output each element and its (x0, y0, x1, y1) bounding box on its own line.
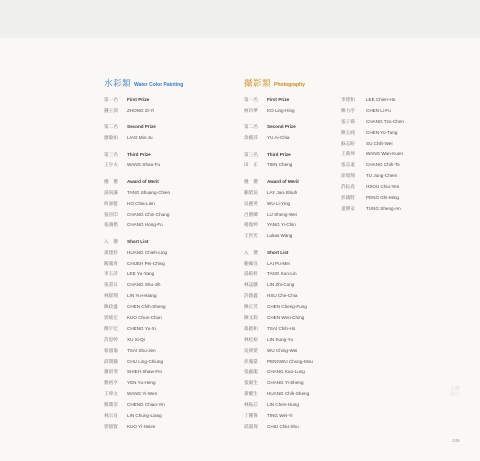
winner-name-en: TANG Kun-Lin (267, 271, 297, 277)
winner-name-en: LAY Jao-Shiuh (267, 189, 298, 195)
water-color-title-en: Water Color Painting (134, 82, 184, 88)
winner-row (104, 133, 170, 144)
winner-name-en: CHANG Hong-Fu (127, 222, 163, 228)
winner-name-en: CHU Ling-Chiung (127, 358, 164, 364)
prize-rank-zh: 優 選 (244, 178, 258, 184)
winner-name-zh: 陳力序 (341, 107, 355, 113)
winner-row (104, 389, 170, 400)
winner-name-en: HUANG Chih-Sheng (267, 391, 310, 397)
winner-row (244, 188, 313, 199)
winner-name-zh: 吳麗英 (244, 200, 258, 206)
winner-name-en: XU Si-Qi (127, 336, 145, 342)
winner-name-zh: 彭國將 (341, 195, 355, 201)
prize-rank-en: Second Prize (267, 124, 296, 130)
prize-row (104, 95, 170, 106)
winner-row (104, 346, 170, 357)
winner-name-en: TU Jung-Chern (366, 173, 398, 179)
winner-name-zh: 許耘堯 (341, 184, 355, 190)
winner-name-en: HSOU Chiu-Yen (366, 184, 400, 190)
prize-rank-zh: 第三名 (244, 151, 258, 157)
book-page (0, 38, 480, 461)
winner-name-zh: 廖敏如 (104, 135, 118, 141)
prize-rank-en: Award of Merit (267, 178, 299, 184)
winner-row (104, 357, 170, 368)
winner-name-en: TANG Shuang-Chien (127, 189, 171, 195)
winner-row (104, 220, 170, 231)
winner-row (244, 378, 313, 389)
winner-row (104, 188, 170, 199)
prize-row (244, 177, 313, 188)
winner-row (104, 280, 170, 291)
winner-name-en: KO Ling-Hing (267, 107, 295, 113)
photography-title-zh: 攝影類 (244, 78, 272, 88)
page-number: 249 (452, 438, 460, 443)
prize-rank-en: Second Prize (127, 124, 156, 130)
winner-row (244, 367, 313, 378)
winner-name-en: WANG Yi-Wen (127, 391, 158, 397)
winner-row (244, 210, 313, 221)
winner-name-zh: 張晉印 (104, 211, 118, 217)
prize-row (104, 177, 170, 188)
winner-row (244, 357, 313, 368)
winner-row (244, 259, 313, 270)
prize-rank-zh: 第二名 (244, 124, 258, 130)
winner-name-zh: 郭純宏 (104, 315, 118, 321)
winner-row (244, 220, 313, 231)
winner-row (104, 400, 170, 411)
winner-name-zh: 鄭宇宏 (104, 325, 118, 331)
winner-name-zh: 彭鳳棠 (244, 358, 258, 364)
winner-row (341, 204, 404, 215)
photography-heading (244, 73, 305, 88)
winner-name-en: CHENG Chiao-Yin (127, 402, 165, 408)
winner-name-zh: 柯玲夢 (244, 107, 258, 113)
prize-row (244, 248, 313, 259)
winner-name-en: SHIEH Shaw-Fei (127, 369, 162, 375)
prize-rank-en: First Prize (127, 97, 150, 102)
winner-name-zh: 張鴻楷 (104, 222, 118, 228)
prize-rank-zh: 入 選 (104, 238, 118, 244)
winner-row (104, 302, 170, 313)
winner-name-zh: 林振芯 (244, 402, 258, 408)
winner-name-zh: 蔡淑瑜 (104, 347, 118, 353)
winner-name-zh: 王瑋文 (104, 391, 118, 397)
watermark: 主辦 單位 (450, 386, 461, 398)
winner-name-zh: 賴昭瑄 (244, 189, 258, 195)
winner-name-zh: 許思婷 (104, 336, 118, 342)
winner-row (341, 117, 404, 128)
winner-row (244, 133, 313, 144)
winner-name-zh: 涂瑞翔 (341, 173, 355, 179)
winner-row (104, 324, 170, 335)
winner-name-zh: 余藝萍 (244, 135, 258, 141)
winner-row (244, 422, 313, 433)
winner-name-en: HSU Che-Chia (267, 293, 298, 299)
winner-row (341, 128, 404, 139)
winner-row (341, 182, 404, 193)
winner-name-en: TUNG Sheng-An (366, 205, 401, 211)
winner-name-zh: 李建和 (341, 97, 355, 102)
winner-row (104, 248, 170, 259)
winner-name-zh: 張龐龍 (244, 369, 258, 375)
winner-name-zh: 闕鳳青 (104, 260, 118, 266)
winner-name-en: SU Chih-Wei (366, 140, 393, 146)
winner-name-zh: 林松裕 (244, 336, 258, 342)
prize-rank-en: Third Prize (267, 151, 291, 157)
winner-name-en: HO Chia-Lien (127, 200, 155, 206)
prize-row (244, 122, 313, 133)
winner-row (244, 313, 313, 324)
winner-name-en: TING Wei-Yi (267, 413, 293, 419)
winner-row (244, 199, 313, 210)
winner-name-en: CHANG Chin-Chung (127, 211, 170, 217)
winner-row (104, 160, 170, 171)
winner-row (341, 106, 404, 117)
winner-name-zh: 王世光 (244, 233, 258, 239)
winner-name-en: CHIU Chiu-Shu (267, 423, 299, 429)
winner-name-en: LIN Chung-Liang (127, 413, 162, 419)
winner-row (244, 106, 313, 117)
winner-name-en: YU Ai-Chia (267, 135, 290, 141)
water-color-list (104, 95, 170, 433)
winner-row (341, 139, 404, 150)
winner-row (341, 95, 404, 106)
winner-name-en: CHANG Shu-Jih (127, 282, 161, 288)
winner-name-zh: 鍾子訓 (104, 107, 118, 113)
winner-row (104, 367, 170, 378)
winner-name-zh: 賴佩宣 (244, 260, 258, 266)
photography-title-en: Photography (274, 82, 305, 88)
winner-name-en: CHANG Yi-Sheng (267, 380, 304, 386)
winner-name-zh: 湯暄軒 (244, 271, 258, 277)
winner-name-en: CHENG Yu-Xi (127, 325, 156, 331)
winner-name-en: LIN Chen-Hung (267, 402, 299, 408)
winner-name-zh: 張子揚 (341, 118, 355, 124)
winner-name-en: CHANG Tzu-Chen (366, 118, 404, 124)
top-band (0, 0, 480, 38)
winner-name-zh: 丁獲偉 (244, 413, 258, 419)
winner-row (104, 291, 170, 302)
winner-name-zh: 許銘鑫 (244, 293, 258, 299)
winner-name-en: Lukas Wang (267, 233, 293, 239)
winner-row (104, 269, 170, 280)
winner-row (341, 171, 404, 182)
winner-name-zh: 陳政盛 (104, 304, 118, 310)
winner-row (244, 231, 313, 242)
winner-row (104, 210, 170, 221)
winner-name-en: WU Li-Ying (267, 200, 291, 206)
winner-name-zh: 蔡啟和 (244, 325, 258, 331)
winner-name-en: CHEN Wen-Ching (267, 315, 305, 321)
winner-name-en: LIN Sung-Yu (267, 336, 294, 342)
prize-row (104, 150, 170, 161)
winner-row (104, 335, 170, 346)
winner-name-en: CHANG Chih-To (366, 162, 400, 168)
winner-name-zh: 郭憶賢 (104, 423, 118, 429)
winner-name-en: PENGWU Chung-Mou (267, 358, 313, 364)
winner-name-zh: 王少夫 (104, 162, 118, 168)
prize-rank-en: First Prize (267, 97, 290, 102)
winner-name-zh: 陳正芳 (244, 304, 258, 310)
winner-name-en: TIEN Cheng (267, 162, 293, 168)
winner-name-zh: 吳偉榮 (244, 347, 258, 353)
winner-row (104, 106, 170, 117)
winner-name-zh: 黃建鈴 (104, 249, 118, 255)
winner-row (244, 346, 313, 357)
winner-name-zh: 王萬坤 (341, 151, 355, 157)
winner-name-zh: 湯尚謙 (104, 189, 118, 195)
winner-name-en: WANG Shao-Fu (127, 162, 161, 168)
winner-name-en: KUO Chun-Chun (127, 315, 162, 321)
prize-row (104, 122, 170, 133)
winner-name-en: PENG Ghi-Ming (366, 195, 399, 201)
winner-name-en: TSAI Shu-Jen (127, 347, 156, 353)
winner-name-zh: 李玉萍 (104, 271, 118, 277)
winner-name-en: TSAI Chih-Ho (267, 325, 296, 331)
winner-name-en: CHEN Chih-Sheng (127, 304, 166, 310)
winner-name-zh: 林誌騰 (244, 282, 258, 288)
prize-row (244, 95, 313, 106)
winner-row (341, 193, 404, 204)
winner-name-zh: 林郁翔 (104, 293, 118, 299)
winner-name-zh: 蘇志盼 (341, 140, 355, 146)
prize-rank-zh: 第一名 (104, 97, 118, 102)
winner-name-en: WANG Wan-Kuen (366, 151, 403, 157)
winner-name-en: KUO Yi-Hsien (127, 423, 156, 429)
prize-rank-zh: 第二名 (104, 124, 118, 130)
winner-row (104, 199, 170, 210)
winner-name-en: CHUEH Pei-Ching (127, 260, 165, 266)
winner-row (244, 411, 313, 422)
winner-name-zh: 邱閔鐘 (104, 358, 118, 364)
prize-rank-zh: 入 選 (244, 249, 258, 255)
winner-name-en: LAI Pu-Mei (267, 260, 290, 266)
winner-name-zh: 張書日 (104, 282, 118, 288)
winner-row (244, 335, 313, 346)
prize-rank-zh: 第三名 (104, 151, 118, 157)
prize-rank-en: Third Prize (127, 151, 151, 157)
winner-name-en: YANG Yi-Chin (267, 222, 296, 228)
winner-row (244, 269, 313, 280)
winner-row (244, 302, 313, 313)
winner-row (341, 160, 404, 171)
photography-list-continued (341, 95, 404, 215)
winner-name-en: CHEN Li-Fu (366, 107, 391, 113)
winner-row (104, 422, 170, 433)
winner-name-zh: 林宗良 (104, 413, 118, 419)
winner-name-zh: 邱淑琛 (244, 423, 258, 429)
winner-row (244, 400, 313, 411)
winner-name-zh: 張志遠 (341, 162, 355, 168)
winner-name-zh: 何嘉藍 (104, 200, 118, 206)
winner-name-en: HUANG Chieh-Ling (127, 249, 168, 255)
winner-name-en: WU Ching-Wei (267, 347, 298, 353)
winner-name-zh: 陳文鈞 (244, 315, 258, 321)
winner-row (104, 378, 170, 389)
prize-row (104, 237, 170, 248)
winner-row (244, 280, 313, 291)
winner-row (341, 149, 404, 160)
winner-name-en: LIN Zhi-Cong (267, 282, 295, 288)
water-color-heading (104, 73, 184, 88)
winner-name-en: ZHONG Zi-Yi (127, 107, 155, 113)
winner-row (244, 291, 313, 302)
winner-name-en: LEE Chien-Ho (366, 97, 396, 102)
winner-name-en: YEN Yu-Heng (127, 380, 156, 386)
winner-name-zh: 呂勝卿 (244, 211, 258, 217)
winner-name-en: CHANG Kuo-Lung (267, 369, 305, 375)
prize-rank-zh: 優 選 (104, 178, 118, 184)
water-color-title-zh: 水彩類 (104, 78, 132, 88)
prize-rank-zh: 第一名 (244, 97, 258, 102)
photography-list (244, 95, 313, 433)
prize-rank-en: Award of Merit (127, 178, 159, 184)
winner-name-zh: 陳玉純 (341, 129, 355, 135)
winner-name-en: LEE Yu-Yang (127, 271, 155, 277)
winner-name-zh: 田 正 (244, 162, 258, 168)
prize-rank-en: Short List (127, 238, 149, 244)
winner-row (104, 313, 170, 324)
winner-row (244, 160, 313, 171)
winner-row (104, 411, 170, 422)
winner-row (244, 324, 313, 335)
winner-name-zh: 顏裕亨 (104, 380, 118, 386)
prize-rank-en: Short List (267, 249, 289, 255)
winner-name-en: LIN Yu-Hsiang (127, 293, 157, 299)
winner-name-en: CHEN Yu-Tung (366, 129, 398, 135)
winner-row (104, 259, 170, 270)
prize-row (244, 150, 313, 161)
winner-name-zh: 張毅生 (244, 380, 258, 386)
winner-name-en: CHEN Cheng-Fung (267, 304, 307, 310)
winner-row (244, 389, 313, 400)
winner-name-zh: 黃權生 (244, 391, 258, 397)
winner-name-zh: 謝紹斐 (104, 369, 118, 375)
winner-name-en: LIAO Min-Ju (127, 135, 153, 141)
winner-name-zh: 童勝安 (341, 205, 355, 211)
winner-name-zh: 鄭喬菲 (104, 402, 118, 408)
winner-name-en: LU Sheng-Wei (267, 211, 297, 217)
winner-name-zh: 楊逸婷 (244, 222, 258, 228)
